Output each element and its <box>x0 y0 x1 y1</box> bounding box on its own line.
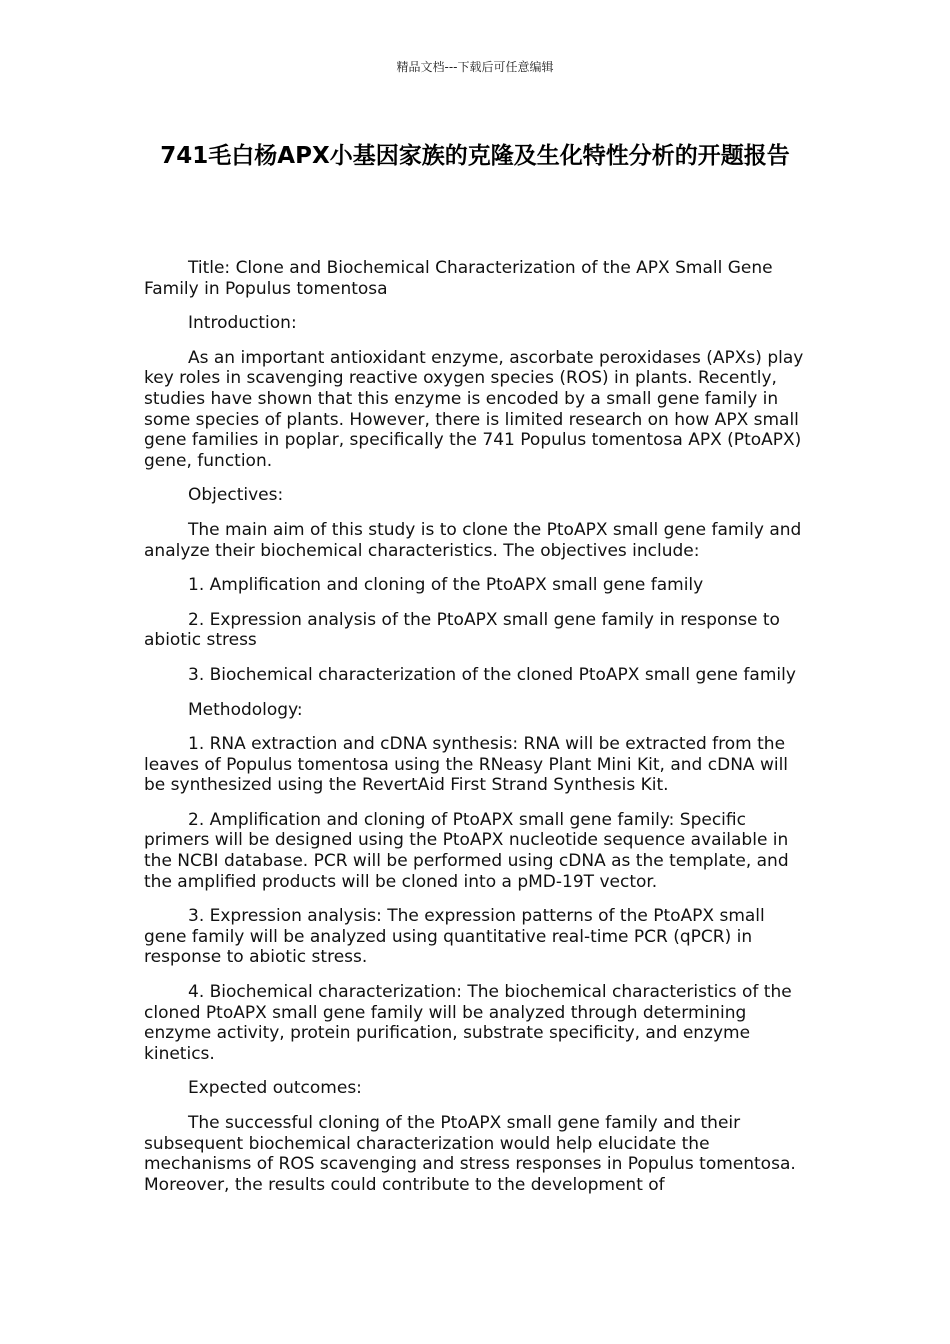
objective-item: 3. Biochemical characterization of the cloned PtoAPX small gene family <box>188 664 796 685</box>
expected-outcomes-paragraph: The successful cloning of the PtoAPX small gene family and their subsequent biochemical characterization would help elucidate the mechanisms of ROS scavenging and stress responses in Populus tomentosa. Moreover, the results could contribute to the development of <box>144 1113 796 1195</box>
section-heading-methodology: Methodology: <box>188 699 303 720</box>
objectives-paragraph: The main aim of this study is to clone the PtoAPX small gene family and analyze their biochemical characteristics. The objectives include: <box>144 519 802 561</box>
objective-item: 2. Expression analysis of the PtoAPX small gene family in response to abiotic stress <box>144 609 780 651</box>
methodology-item: 2. Amplification and cloning of PtoAPX small gene family: Specific primers will be designed using the PtoAPX nucleotide sequence available in the NCBI database. PCR will be performed using cDNA as the template, and the amplified products will be cloned into a pMD-19T vector. <box>144 809 789 892</box>
methodology-item: 1. RNA extraction and cDNA synthesis: RNA will be extracted from the leaves of Populus tomentosa using the RNeasy Plant Mini Kit, and cDNA will be synthesized using the RevertAid First Strand Synthesis Kit. <box>144 734 789 796</box>
document-title: 741毛白杨APX小基因家族的克隆及生化特性分析的开题报告 <box>160 143 790 169</box>
title-line: Title: Clone and Biochemical Characterization of the APX Small Gene Family in Populus tomentosa <box>144 258 773 299</box>
section-heading-introduction: Introduction: <box>188 313 297 334</box>
section-heading-expected-outcomes: Expected outcomes: <box>188 1078 362 1099</box>
header-note: 精品文档---下载后可任意编辑 <box>396 60 554 74</box>
objective-item: 1. Amplification and cloning of the PtoAPX small gene family <box>188 575 704 596</box>
section-heading-objectives: Objectives: <box>188 485 284 506</box>
methodology-item: 3. Expression analysis: The expression patterns of the PtoAPX small gene family will be analyzed using quantitative real-time PCR (qPCR) in response to abiotic stress. <box>144 906 765 968</box>
methodology-item: 4. Biochemical characterization: The biochemical characteristics of the cloned PtoAPX small gene family will be analyzed through determining enzyme activity, protein purification, substrate specificity, and enzyme kinetics. <box>144 982 792 1064</box>
introduction-paragraph: As an important antioxidant enzyme, ascorbate peroxidases (APXs) play key roles in scavenging reactive oxygen species (ROS) in plants. Recently, studies have shown that this enzyme is encoded by a small gene family in some species of plants. However, there is limited research on how APX small gene families in poplar, specifically the 741 Populus tomentosa APX (PtoAPX) gene, function. <box>144 347 804 471</box>
document-body <box>144 258 810 1209</box>
